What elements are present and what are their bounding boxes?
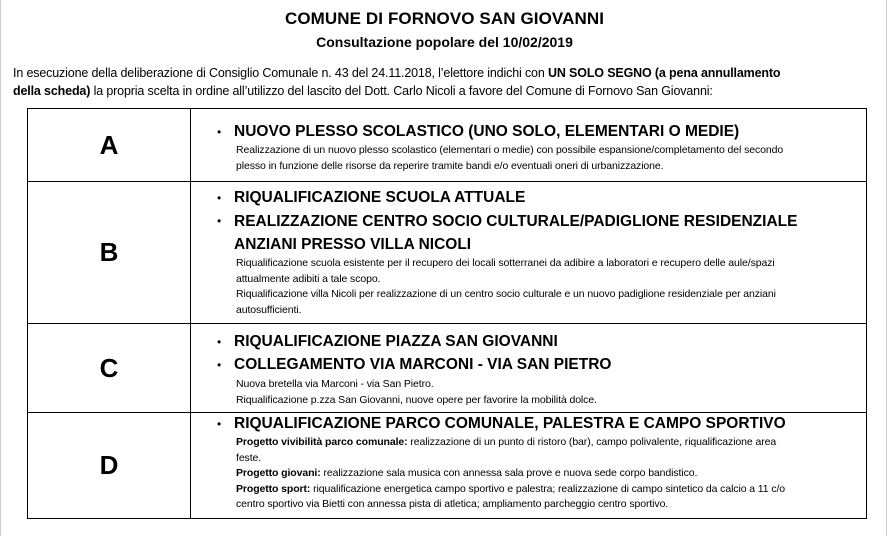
option-letter-cell[interactable] xyxy=(28,109,191,181)
bullet-icon: • xyxy=(217,358,222,372)
option-row-c[interactable] xyxy=(28,324,866,413)
description-label: Progetto sport: xyxy=(236,482,311,495)
option-letter: A xyxy=(99,129,119,160)
intro-text-end: la propria scelta in ordine all’utilizzo del lascito del Dott. Carlo Nicoli a favore del Comune di Fornovo San Giovanni: xyxy=(90,84,713,98)
intro-text-start: In esecuzione della deliberazione di Consiglio Comunale n. 43 del 24.11.2018, l’elettore indichi con xyxy=(13,66,548,80)
option-heading xyxy=(217,331,854,353)
description-text: centro sportivo via Bietti con annessa pista di atletica; ampliamento parcheggio centro sportivo. xyxy=(236,498,669,510)
description-line xyxy=(236,466,856,482)
option-heading xyxy=(217,413,854,435)
option-content xyxy=(191,324,866,412)
bullet-icon: • xyxy=(217,335,222,349)
bullet-icon: • xyxy=(217,125,222,139)
option-letter-cell[interactable] xyxy=(28,324,191,412)
option-content xyxy=(191,413,866,518)
description-line: Riqualificazione p.zza San Giovanni, nuove opere per favorire la mobilità dolce. xyxy=(236,393,597,406)
description-line xyxy=(236,497,856,513)
option-row-b[interactable] xyxy=(28,182,866,324)
option-heading xyxy=(217,210,854,256)
description-line: attualmente adibiti a tale scopo. xyxy=(236,272,381,285)
description-line xyxy=(236,451,856,467)
description-line: Nuova bretella via Marconi - via San Pietro. xyxy=(236,378,434,390)
option-letter: B xyxy=(99,237,119,267)
description-text: realizzazione di un punto di ristoro (bar), campo polivalente, riqualificazione area xyxy=(407,436,777,448)
ballot-table xyxy=(27,108,867,519)
option-heading xyxy=(217,354,854,376)
heading-text: REALIZZAZIONE CENTRO SOCIO CULTURALE/PADIGLIONE RESIDENZIALE xyxy=(234,213,798,230)
option-heading xyxy=(217,187,854,209)
intro-emphasis-2: della scheda) xyxy=(13,84,91,98)
bullet-icon: • xyxy=(217,417,222,431)
option-description xyxy=(236,377,856,408)
description-text: feste. xyxy=(236,451,262,464)
heading-text: NUOVO PLESSO SCOLASTICO (UNO SOLO, ELEMENTARI O MEDIE) xyxy=(234,123,740,140)
option-row-a[interactable] xyxy=(28,109,866,182)
description-line: Riqualificazione villa Nicoli per realizzazione di un centro socio culturale e un nuovo padiglione residenziale per anziani xyxy=(236,288,776,300)
description-line: Riqualificazione scuola esistente per il recupero dei locali sotterranei da adibire a laboratori e recupero delle aule/spazi xyxy=(236,257,775,269)
heading-text: ANZIANI PRESSO VILLA NICOLI xyxy=(234,236,472,253)
option-letter-cell[interactable] xyxy=(28,413,191,518)
description-text: riqualificazione energetica campo sportivo e palestra; realizzazione di campo sintetico da calcio a 11 c/o xyxy=(310,482,786,495)
description-text: realizzazione sala musica con annessa sala prove e nuova sede corpo bandistico. xyxy=(320,467,698,479)
intro-paragraph xyxy=(13,64,883,100)
heading-text: RIQUALIFICAZIONE PARCO COMUNALE, PALESTRA E CAMPO SPORTIVO xyxy=(234,415,786,432)
option-description xyxy=(236,256,856,318)
description-label: Progetto giovani: xyxy=(236,467,321,479)
heading-text: COLLEGAMENTO VIA MARCONI - VIA SAN PIETRO xyxy=(234,356,612,373)
heading-text: RIQUALIFICAZIONE PIAZZA SAN GIOVANNI xyxy=(234,333,558,350)
description-line xyxy=(236,482,856,498)
description-line: Realizzazione di un nuovo plesso scolastico (elementari o medie) con possibile espansione/completamento del secondo xyxy=(236,144,784,156)
option-heading xyxy=(217,121,854,143)
document-subtitle: Consultazione popolare del 10/02/2019 xyxy=(316,34,573,50)
description-line: autosufficienti. xyxy=(236,303,302,316)
description-line xyxy=(236,435,856,451)
heading-text: RIQUALIFICAZIONE SCUOLA ATTUALE xyxy=(234,189,526,206)
option-letter: C xyxy=(99,352,119,383)
intro-emphasis-1: UN SOLO SEGNO (a pena annullamento xyxy=(547,66,781,80)
option-description xyxy=(236,435,856,513)
document-title: COMUNE DI FORNOVO SAN GIOVANNI xyxy=(284,9,605,28)
bullet-icon: • xyxy=(217,214,222,228)
option-letter-cell[interactable] xyxy=(28,182,191,323)
bullet-icon: • xyxy=(217,191,222,205)
option-content xyxy=(191,182,866,323)
option-content xyxy=(191,109,866,181)
description-label: Progetto vivibilità parco comunale: xyxy=(236,436,408,448)
option-letter: D xyxy=(99,450,119,480)
description-line: plesso in funzione delle risorse da reperire tramite bandi e/o eventuali oneri di urbanizzazione. xyxy=(236,159,664,172)
option-description xyxy=(236,143,856,174)
option-row-d[interactable] xyxy=(28,413,866,518)
